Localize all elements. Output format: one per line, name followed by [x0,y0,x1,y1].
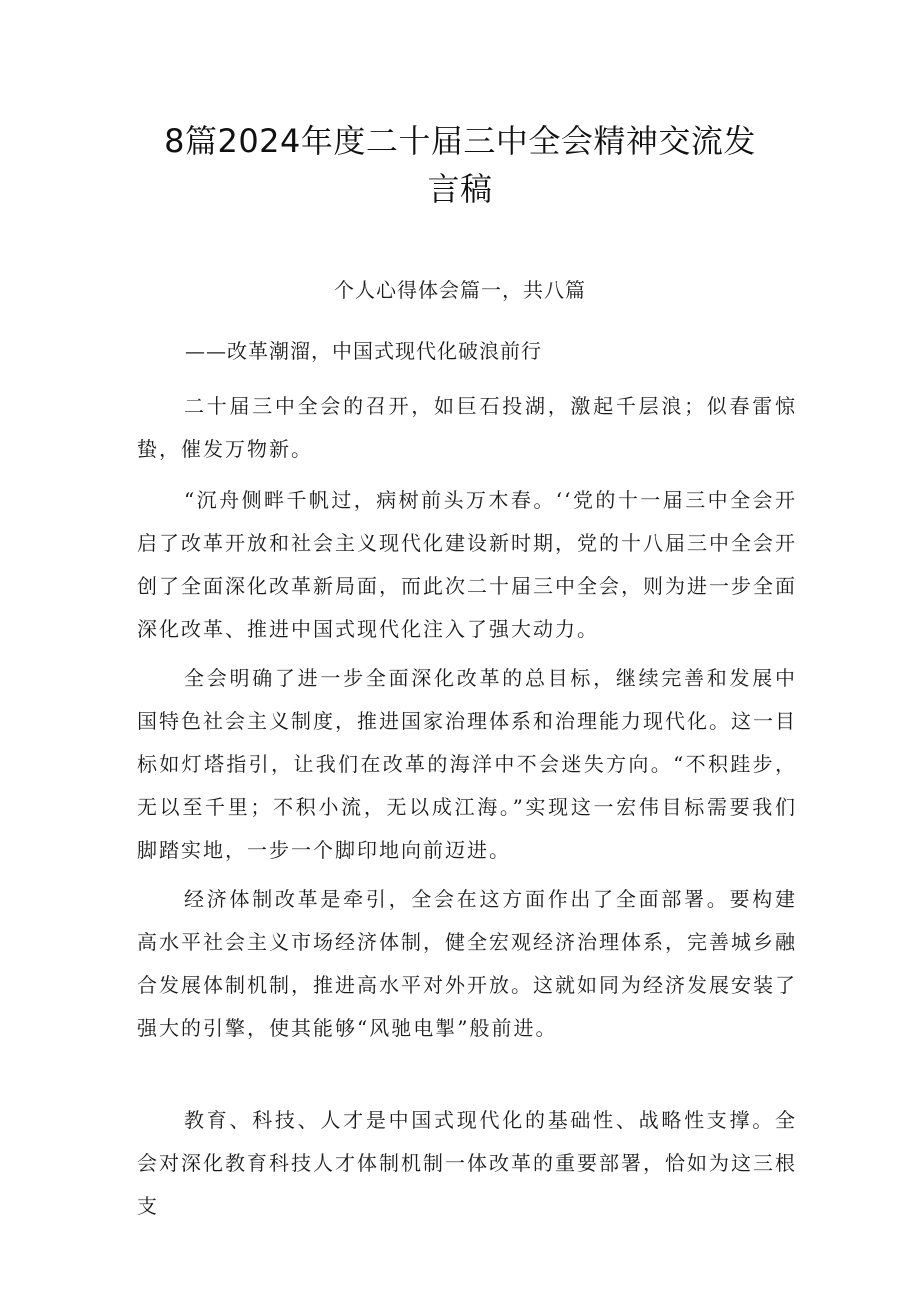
paragraph-1: 二十届三中全会的召开，如巨石投湖，激起千层浪；似春雷惊蛰，催发万物新。 [137,394,797,461]
paragraph-2: “沉舟侧畔千帆过，病树前头万木春。‘‘党的十一届三中全会开启了改革开放和社会主义现代化建设新时期，党的十八届三中全会开创了全面深化改革新局面，而此次二十届三中全会，则为进一步全面深化改革、推进中国式现代化注入了强大动力。 [137,488,797,641]
paragraph-5: 教育、科技、人才是中国式现代化的基础性、战略性支撑。全会对深化教育科技人才体制机制一体改革的重要部署，恰如为这三根支 [137,1108,797,1218]
section-heading: 个人心得体会篇一，共八篇 [334,278,586,302]
section-subtitle: ——改革潮溜，中国式现代化破浪前行 [185,339,542,363]
paragraph-4: 经济体制改革是牵引，全会在这方面作出了全面部署。要构建高水平社会主义市场经济体制，健全宏观经济治理体系，完善城乡融合发展体制机制，推进高水平对外开放。这就如同为经济发展安装了强大的引擎，使其能够“风驰电掣”般前进。 [137,887,797,1040]
document-title-line-1: 8篇2024年度二十届三中全会精神交流发 [164,122,756,160]
paragraph-3: 全会明确了进一步全面深化改革的总目标，继续完善和发展中国特色社会主义制度，推进国家治理体系和治理能力现代化。这一目标如灯塔指引，让我们在改革的海洋中不会迷失方向。“不积跬步，无以至千里；不积小流，无以成江海。”实现这一宏伟目标需要我们脚踏实地，一步一个脚印地向前迈进。 [137,666,797,862]
document-title-line-2: 言稿 [427,170,493,208]
